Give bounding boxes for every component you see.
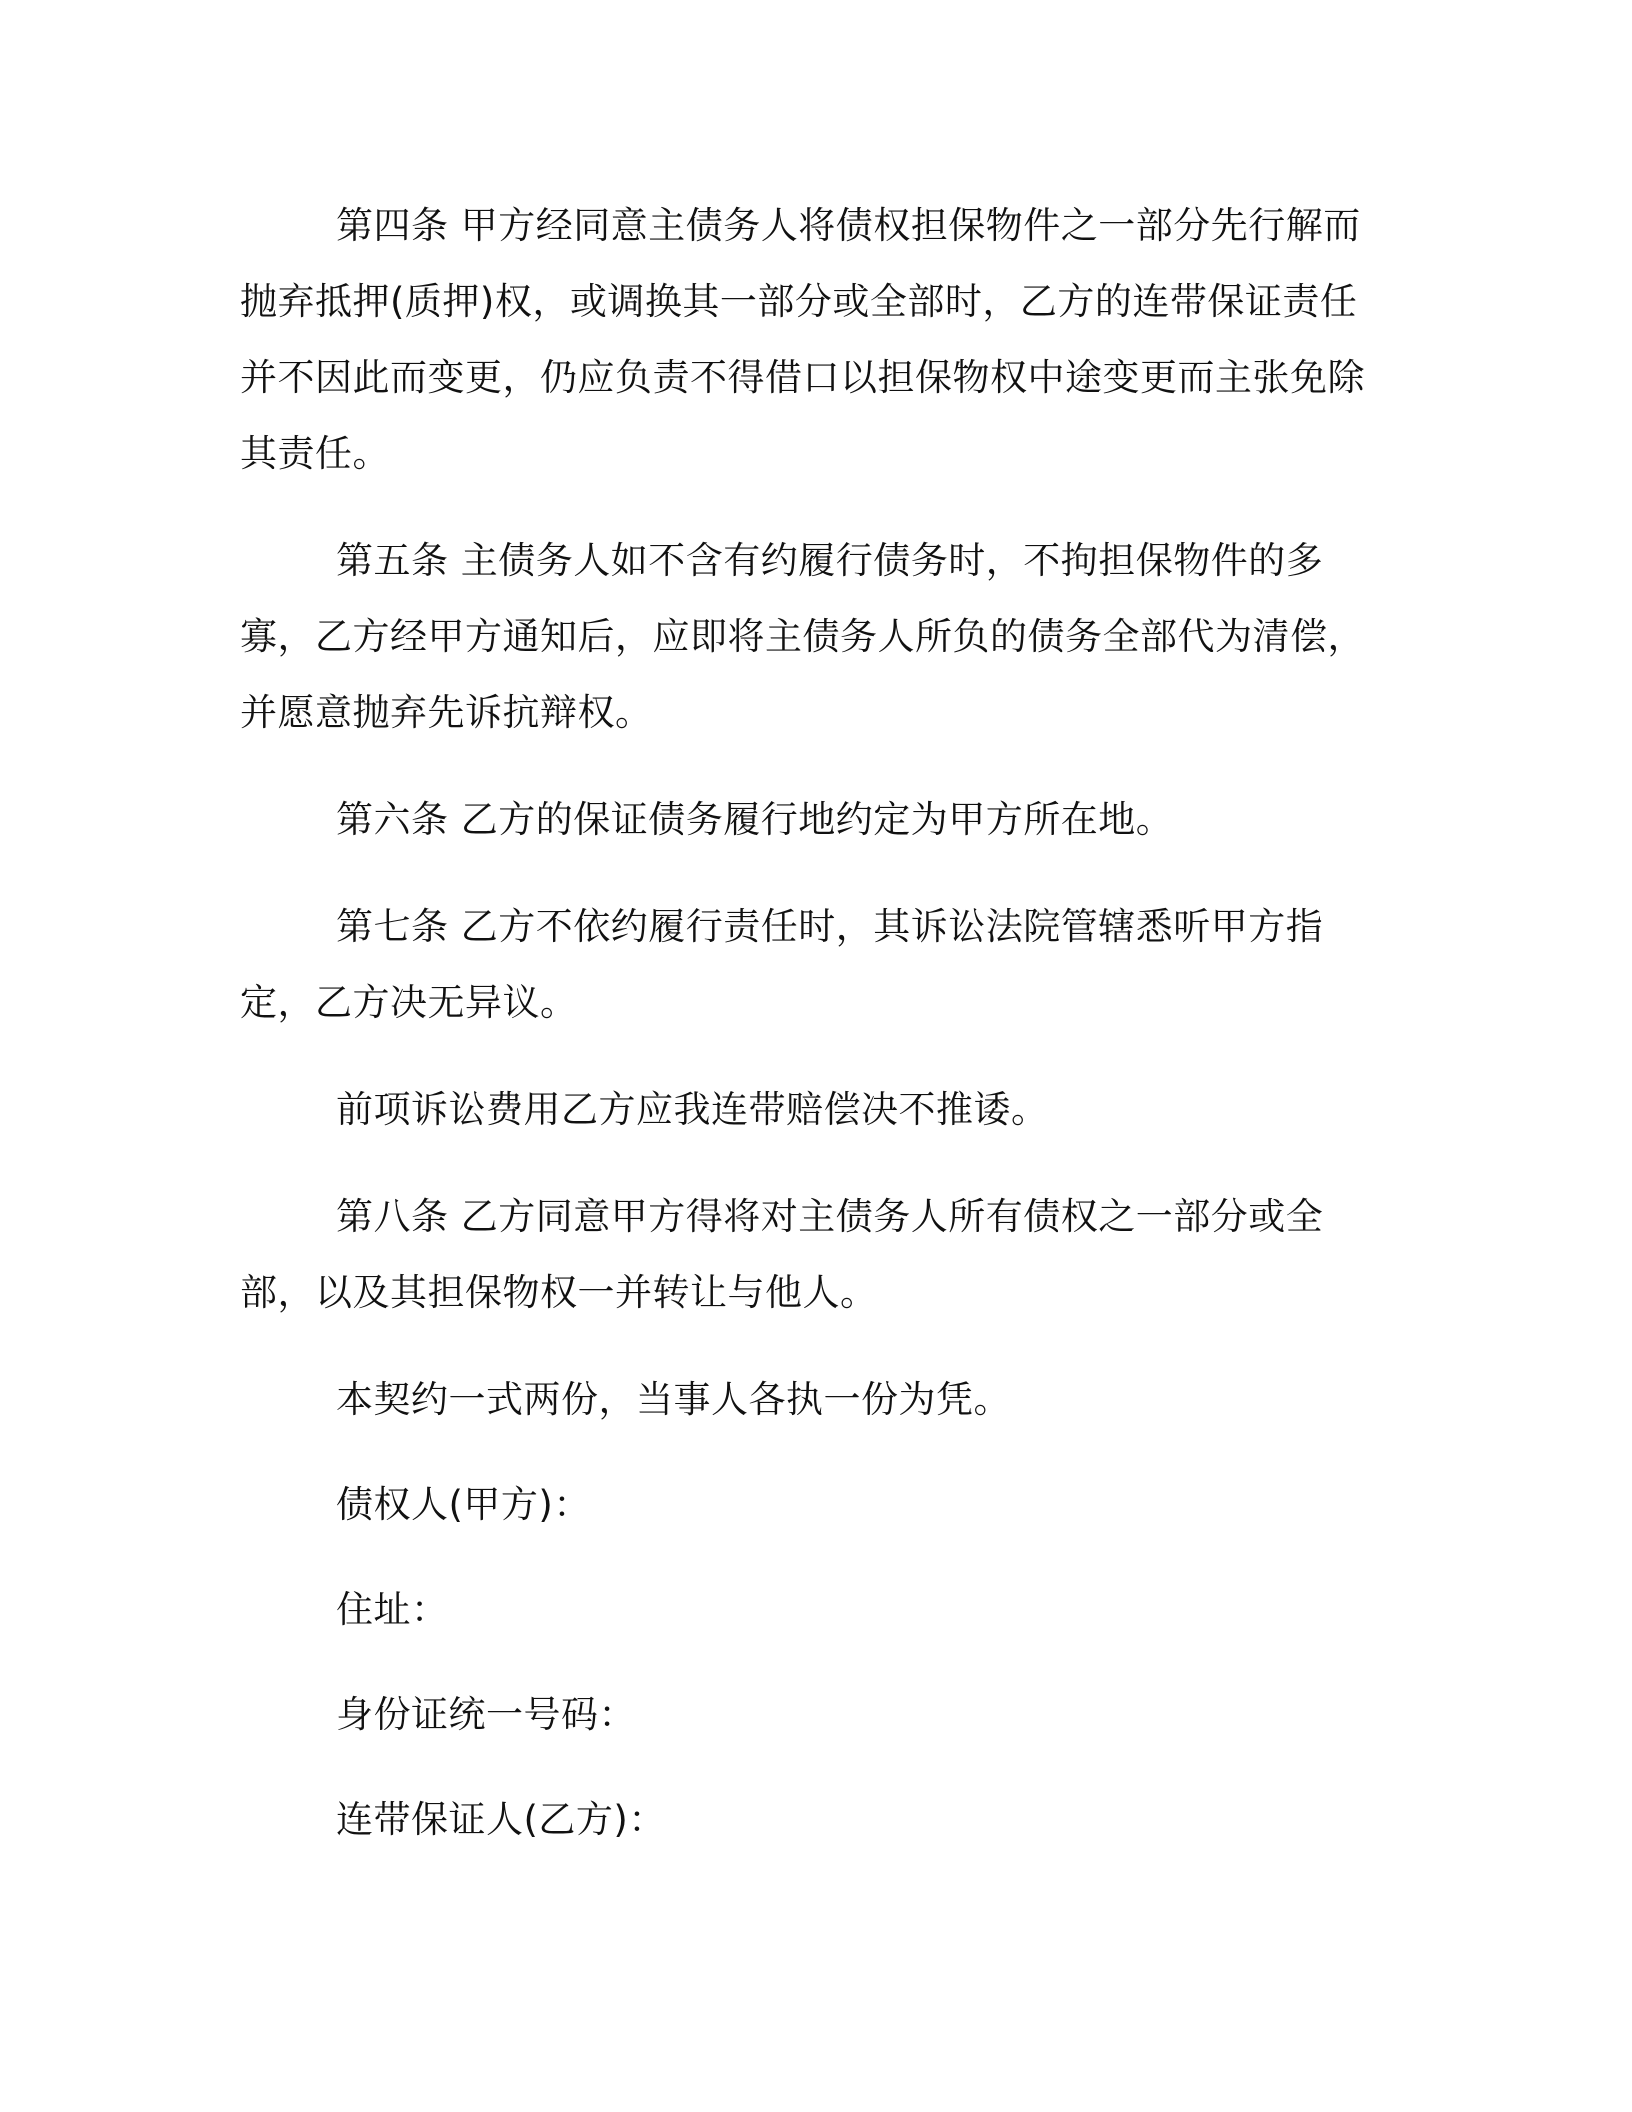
litigation-cost-paragraph: 前项诉讼费用乙方应我连带赔偿决不推诿。 [336, 1088, 1049, 1131]
copies-clause-paragraph: 本契约一式两份，当事人各执一份为凭。 [336, 1378, 1011, 1421]
article-6-paragraph: 第六条 乙方的保证债务履行地约定为甲方所在地。 [336, 798, 1174, 841]
address-label: 住址： [336, 1588, 449, 1631]
article-7-paragraph: 第七条 乙方不依约履行责任时，其诉讼法院管辖悉听甲方指定，乙方决无异议。 [240, 905, 1324, 1024]
document-body [240, 188, 1380, 1858]
guarantor-label: 连带保证人(乙方)： [336, 1798, 666, 1841]
creditor-label: 债权人(甲方)： [336, 1483, 591, 1526]
id-number-label: 身份证统一号码： [336, 1693, 636, 1736]
article-5-paragraph: 第五条 主债务人如不含有约履行债务时，不拘担保物件的多寡，乙方经甲方通知后，应即将主债务人所负的债务全部代为清偿，并愿意抛弃先诉抗辩权。 [240, 539, 1365, 734]
article-4-paragraph: 第四条 甲方经同意主债务人将债权担保物件之一部分先行解而抛弃抵押(质押)权，或调换其一部分或全部时，乙方的连带保证责任并不因此而变更，仍应负责不得借口以担保物权中途变更而主张免除其责任。 [240, 204, 1365, 475]
article-8-paragraph: 第八条 乙方同意甲方得将对主债务人所有债权之一部分或全部，以及其担保物权一并转让与他人。 [240, 1195, 1324, 1314]
